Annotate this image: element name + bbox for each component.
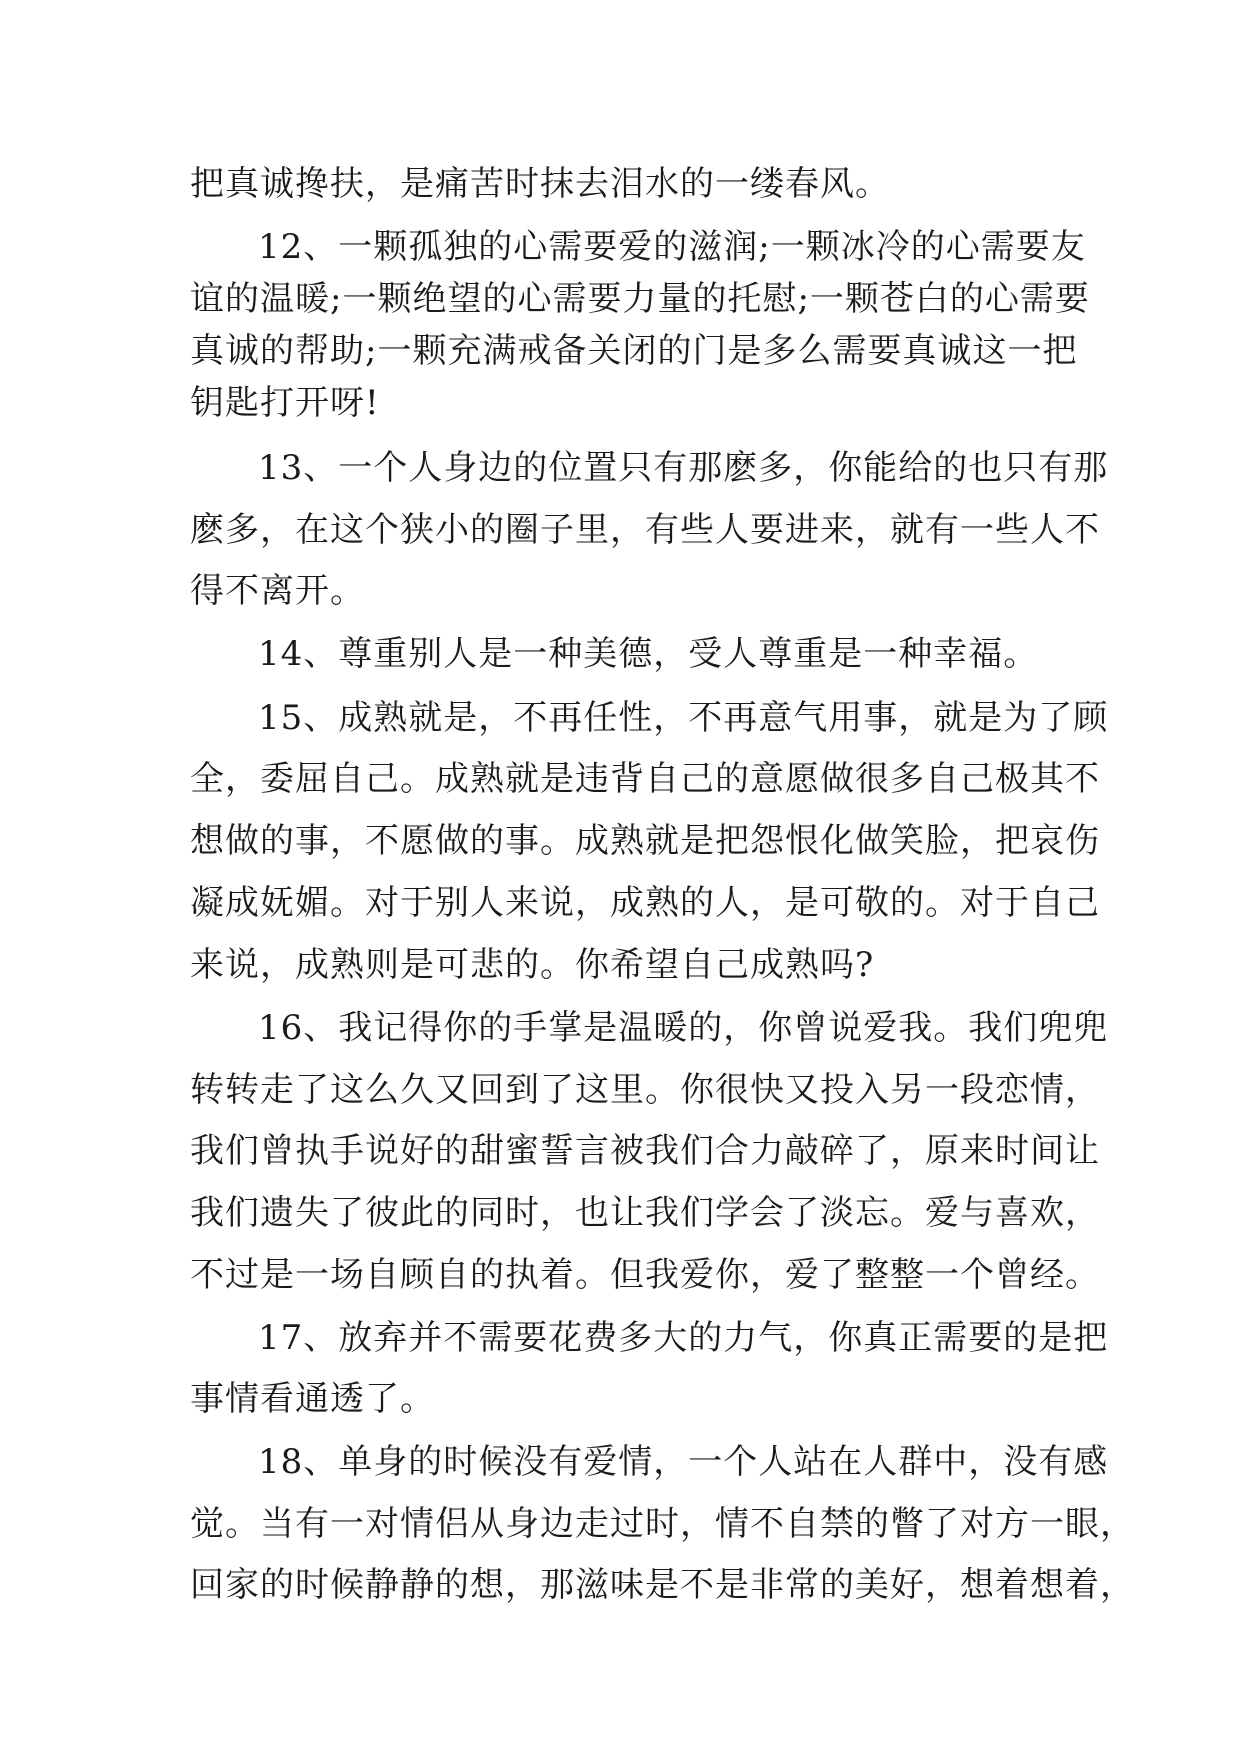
text-line: 谊的温暖;一颗绝望的心需要力量的托慰;一颗苍白的心需要 [190, 279, 1090, 319]
text-line: 把真诚搀扶，是痛苦时抹去泪水的一缕春风。 [190, 164, 890, 204]
text-line: 不过是一场自顾自的执着。但我爱你，爱了整整一个曾经。 [190, 1255, 1100, 1295]
text-line: 真诚的帮助;一颗充满戒备关闭的门是多么需要真诚这一把 [190, 331, 1078, 371]
text-line: 18、单身的时候没有爱情，一个人站在人群中，没有感 [258, 1442, 1109, 1482]
text-line: 转转走了这么久又回到了这里。你很快又投入另一段恋情， [190, 1070, 1100, 1110]
text-line: 麽多，在这个狭小的圈子里，有些人要进来，就有一些人不 [190, 510, 1100, 550]
text-line: 12、一颗孤独的心需要爱的滋润;一颗冰冷的心需要友 [258, 227, 1086, 267]
text-line: 全，委屈自己。成熟就是违背自己的意愿做很多自己极其不 [190, 759, 1100, 799]
text-line: 回家的时候静静的想，那滋味是不是非常的美好，想着想着， [190, 1565, 1135, 1605]
text-line: 我们遗失了彼此的同时，也让我们学会了淡忘。爱与喜欢， [190, 1193, 1100, 1233]
text-line: 来说，成熟则是可悲的。你希望自己成熟吗? [190, 945, 875, 985]
text-line: 16、我记得你的手掌是温暖的，你曾说爱我。我们兜兜 [258, 1008, 1109, 1048]
text-line: 觉。当有一对情侣从身边走过时，情不自禁的瞥了对方一眼， [190, 1504, 1135, 1544]
text-line: 得不离开。 [190, 571, 365, 611]
text-line: 15、成熟就是，不再任性，不再意气用事，就是为了顾 [258, 698, 1109, 738]
text-line: 凝成妩媚。对于别人来说，成熟的人，是可敬的。对于自己 [190, 883, 1100, 923]
text-line: 事情看通透了。 [190, 1379, 435, 1419]
text-line: 想做的事，不愿做的事。成熟就是把怨恨化做笑脸，把哀伤 [190, 821, 1100, 861]
text-line: 我们曾执手说好的甜蜜誓言被我们合力敲碎了，原来时间让 [190, 1131, 1100, 1171]
text-line: 钥匙打开呀! [190, 383, 380, 423]
text-line: 13、一个人身边的位置只有那麽多，你能给的也只有那 [258, 448, 1109, 488]
text-line: 14、尊重别人是一种美德，受人尊重是一种幸福。 [258, 634, 1039, 674]
text-line: 17、放弃并不需要花费多大的力气，你真正需要的是把 [258, 1318, 1109, 1358]
